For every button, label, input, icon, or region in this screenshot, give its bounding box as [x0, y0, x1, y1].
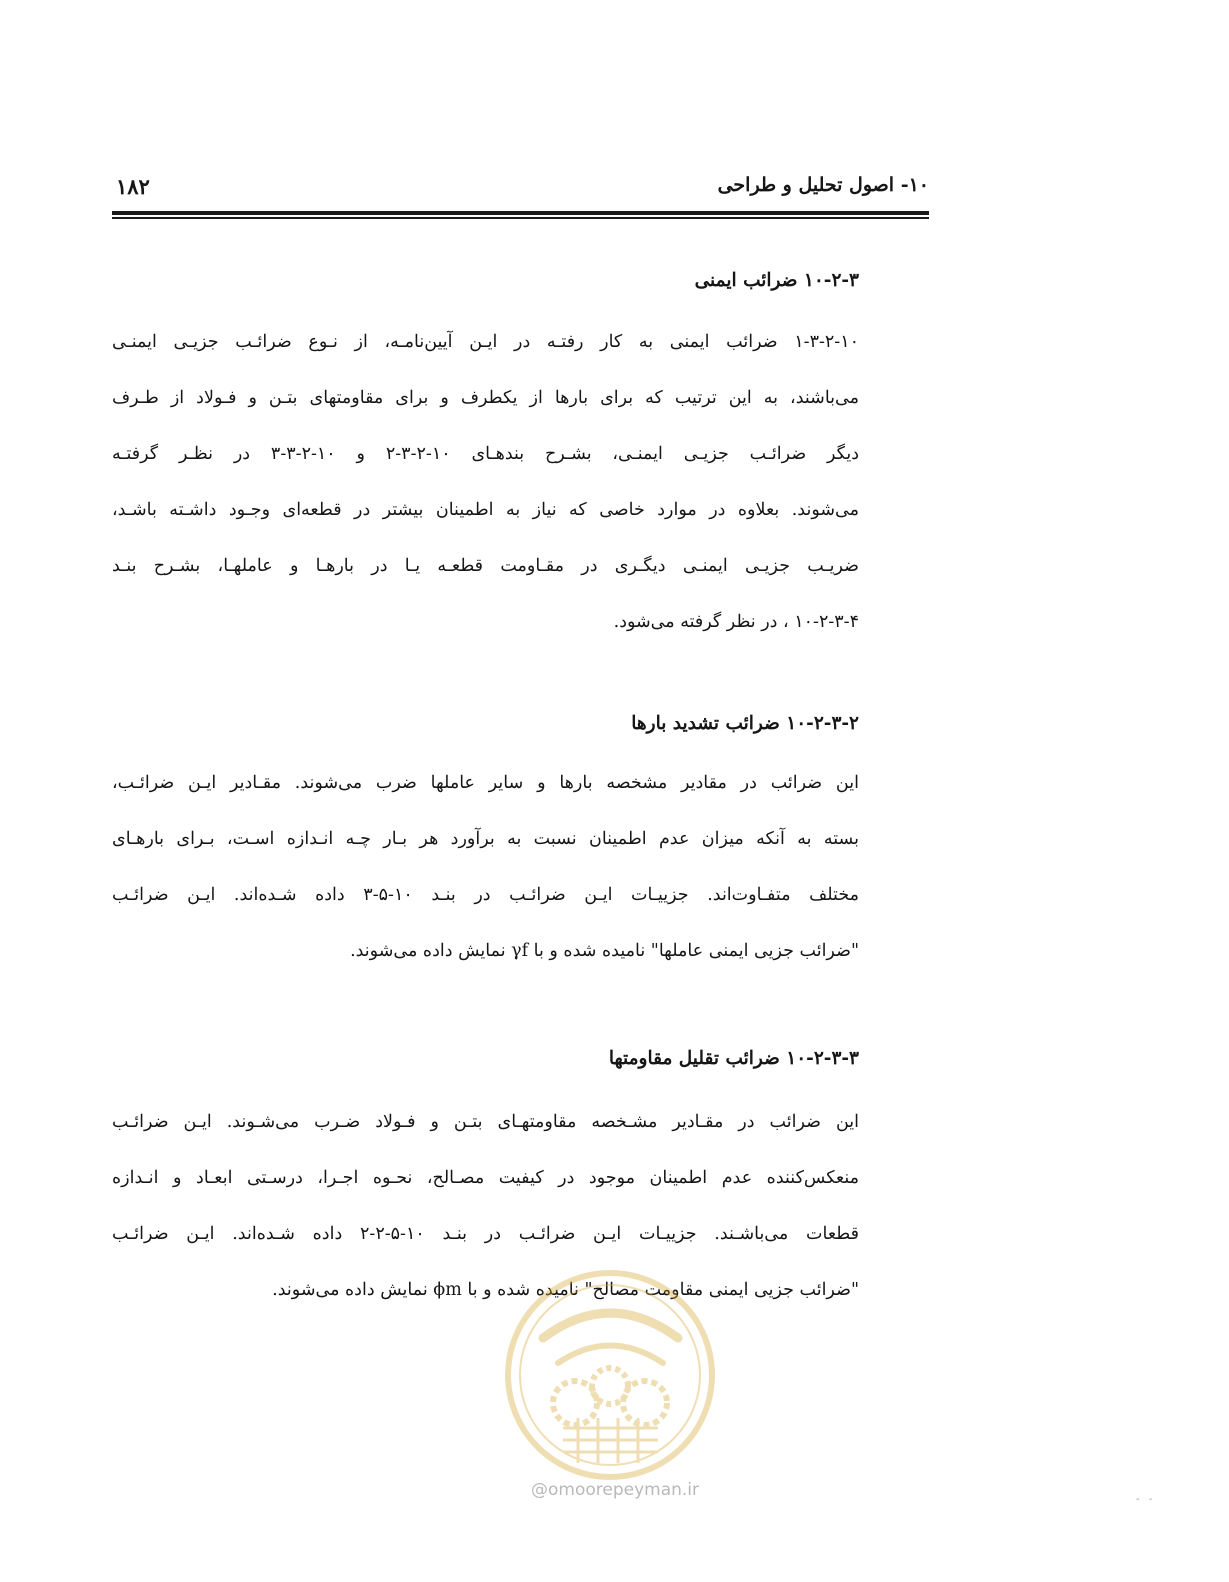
- paragraph-line: ۱-۳-۲-۱۰ ضرائب ایمنی به کار رفتـه در ایـن آیین‌نامـه، از نـوع ضرائـب جزیـی ایمنـی: [112, 332, 859, 352]
- page-number: ۱۸۲: [116, 174, 150, 199]
- paragraph-line: "ضرائب جزیی ایمنی مقاومت مصالح" نامیده شده و با ϕm نمایش داده می‌شوند.: [272, 1280, 859, 1300]
- header-rule-thick: [112, 211, 929, 215]
- section-heading-load-factors: ۱۰-۲-۳-۲ ضرائب تشدید بارها: [631, 713, 859, 734]
- paragraph-strength-reduction-factors: [112, 1094, 859, 1318]
- paragraph-load-factors: [112, 755, 859, 979]
- paragraph-safety-factors: [112, 314, 859, 650]
- section-heading-strength-reduction-factors: ۱۰-۲-۳-۳ ضرائب تقلیل مقاومتها: [608, 1048, 859, 1069]
- paragraph-line: می‌باشند، به این ترتیب که برای بارها از یکطرف و برای مقاومتهای بتـن و فـولاد از طـرف: [112, 388, 859, 408]
- paragraph-line: می‌شوند. بعلاوه در موارد خاصی که نیاز به اطمینان بیشتر در قطعه‌ای وجـود داشـته باشـد،: [112, 500, 859, 520]
- paragraph-line: ۱۰-۲-۳-۴ ، در نظر گرفته می‌شود.: [613, 612, 859, 632]
- paragraph-line: مختلف متفـاوت‌اند. جزییـات ایـن ضرائـب در بنـد ۱۰-۵-۳ داده شـده‌اند. ایـن ضرائـب: [112, 885, 859, 905]
- paragraph-line: "ضرائب جزیی ایمنی عاملها" نامیده شده و با γf نمایش داده می‌شوند.: [350, 941, 859, 961]
- paragraph-line: منعکس‌کننده عدم اطمینان موجود در کیفیت مصـالح، نحـوه اجـرا، درسـتی ابعـاد و انـدازه: [112, 1168, 859, 1188]
- section-heading-safety-factors: ۱۰-۲-۳ ضرائب ایمنی: [694, 270, 859, 291]
- watermark-stamp-logo: [503, 1268, 718, 1483]
- paragraph-line: قطعات می‌باشـند. جزییـات ایـن ضرائـب در بنـد ۱۰-۵-۲-۲ داده شـده‌اند. ایـن ضرائـب: [112, 1224, 859, 1244]
- paragraph-line: ضریـب جزیـی ایمنـی دیگـری در مقـاومت قطعـه یـا در بارهـا و عاملهـا، بشـرح بنـد: [112, 556, 859, 576]
- paragraph-line: بسته به آنکه میزان عدم اطمینان نسبت به برآورد هر بـار چـه انـدازه اسـت، بـرای بارهـای: [112, 829, 859, 849]
- running-header: [112, 172, 929, 206]
- corner-marks: - -: [1136, 1494, 1156, 1505]
- paragraph-line: این ضرائب در مقـادیر مشـخصه مقاومتهـای بتـن و فـولاد ضـرب می‌شـوند. ایـن ضرائـب: [112, 1112, 859, 1132]
- paragraph-line: این ضرائب در مقادیر مشخصه بارها و سایر عاملها ضرب می‌شوند. مقـادیر ایـن ضرائـب،: [112, 773, 859, 793]
- header-rule-thin: [112, 217, 929, 219]
- header-rule: [112, 211, 929, 219]
- paragraph-line: دیگر ضرائـب جزیـی ایمنـی، بشـرح بندهـای ۱۰-۲-۳-۲ و ۱۰-۲-۳-۳ در نظـر گرفتـه: [112, 444, 859, 464]
- watermark-site: @omoorepeyman.ir: [530, 1480, 700, 1500]
- chapter-title: ۱۰- اصول تحلیل و طراحی: [717, 174, 929, 196]
